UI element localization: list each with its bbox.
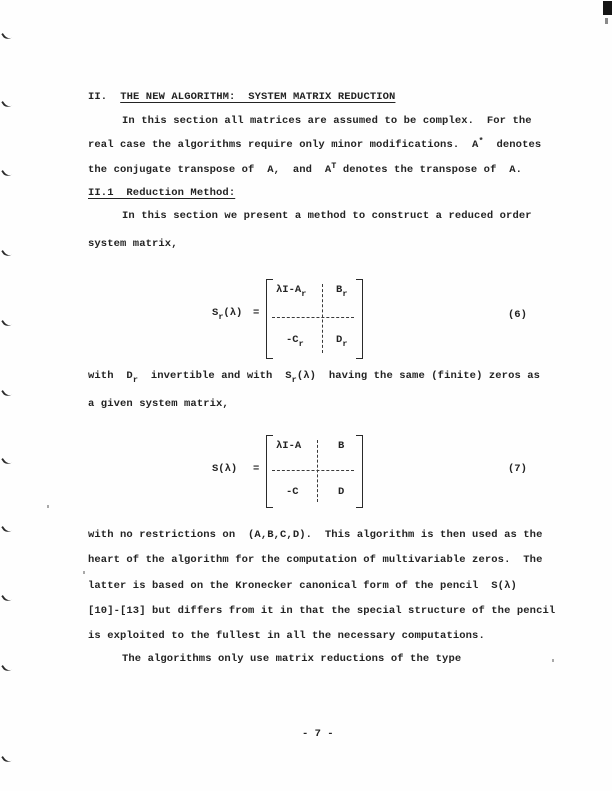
equals-sign: = [253,463,260,475]
scan-corner-smudge [605,18,608,24]
paragraph-line: with $D_r$ invertible and with $S_r(\lambda)$ having the same (finite) zeros as [88,370,541,385]
matrix-cell-top-right: B [338,440,345,452]
margin-tick [1,662,13,674]
margin-tick [1,753,13,765]
equation-number: (7) [508,463,527,475]
scan-speck [552,659,554,662]
paragraph-line: In this section all matrices are assumed to be complex. For the [122,115,532,127]
paragraph-line: latter is based on the Kronecker canonical form of the pencil S(λ) [88,580,517,592]
matrix-bracket-left [266,435,273,508]
partitioned-matrix-7 [266,435,363,508]
paragraph-line: [10]-[13] but differs from it in that the special structure of the pencil [88,605,556,617]
matrix-bracket-left [266,279,273,359]
equals-sign: = [253,307,260,319]
paragraph-line: is exploited to the fullest in all the necessary computations. [88,630,485,642]
scan-speck [83,571,85,574]
margin-tick [1,98,13,110]
paragraph-line: a given system matrix, [88,398,229,410]
matrix-partition-horizontal [272,317,354,318]
section-number: II. [88,91,108,103]
equation-7-lhs: S(λ) [212,463,238,475]
matrix-cell-bottom-right: D [338,486,345,498]
matrix-partition-horizontal [272,470,354,471]
equation-number: (6) [508,309,527,321]
matrix-cell-bottom-left: $-C_r$ [286,334,304,349]
equation-6 [0,277,612,361]
section-heading [88,90,395,104]
paragraph-line: with no restrictions on (A,B,C,D). This algorithm is then used as the [88,529,543,541]
subsection-heading: II.1 Reduction Method: [88,187,236,199]
transpose-superscript: T [331,161,337,171]
paragraph-line: heart of the algorithm for the computation of multivariable zeros. The [88,554,543,566]
margin-tick [1,592,13,604]
paragraph-line: system matrix, [88,238,178,250]
paragraph-line: real case the algorithms require only minor modifications. A* denotes [88,136,542,151]
matrix-cell-top-left: λI-A [276,440,302,452]
matrix-bracket-right [356,435,363,508]
matrix-cell-top-left: $\lambda I-A_r$ [276,284,307,299]
paragraph-line: The algorithms only use matrix reductions of the type [122,653,462,665]
matrix-cell-bottom-right: $D_r$ [336,334,348,349]
paragraph-line: the conjugate transpose of A, and $A^T$ denotes the transpose of A. [88,161,523,176]
matrix-cell-top-right: $B_r$ [336,284,348,299]
margin-tick [1,247,13,259]
margin-tick [1,30,13,42]
matrix-cell-bottom-left: -C [286,486,299,498]
conjugate-transpose-superscript: * [478,136,484,146]
paragraph-line: In this section we present a method to construct a reduced order [122,210,532,222]
margin-tick [1,523,13,535]
matrix-partition-vertical [317,440,318,502]
scan-corner-mark [603,1,612,15]
page-number: - 7 - [302,728,334,740]
section-title: THE NEW ALGORITHM: SYSTEM MATRIX REDUCTION [120,91,396,103]
margin-tick [1,387,13,399]
margin-tick [1,167,13,179]
matrix-bracket-right [356,279,363,359]
matrix-partition-vertical [322,284,323,353]
partitioned-matrix-6 [266,279,363,359]
equation-6-lhs: $S_r(\lambda)$ [212,307,243,322]
equation-7 [0,433,612,511]
